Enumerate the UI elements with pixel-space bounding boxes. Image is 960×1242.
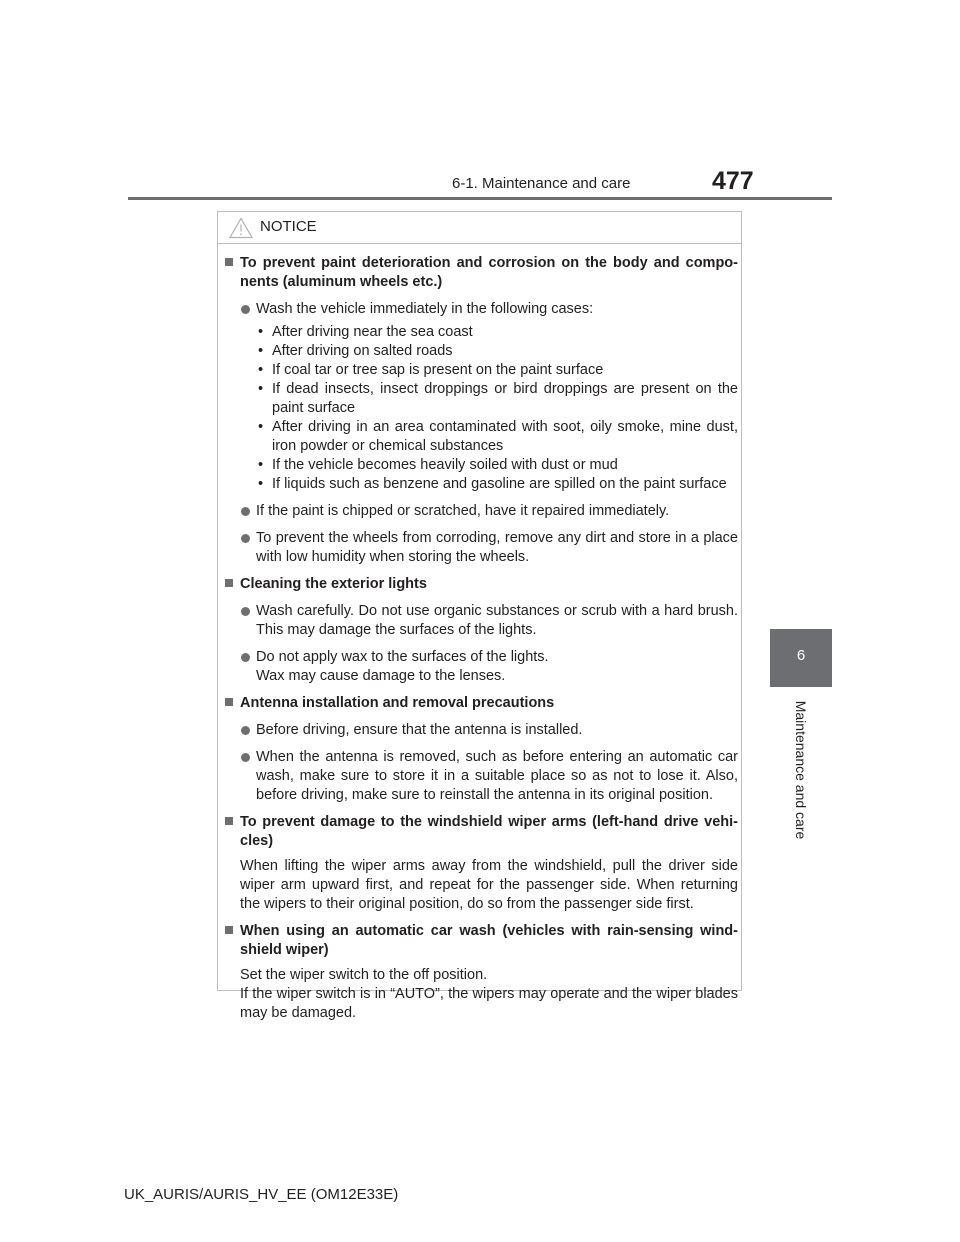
square-bullet-icon [225,698,233,706]
sub-list-item: • After driving near the sea coast [258,324,473,340]
sub-list-item: • If dead insects, insect droppings or bird droppings are present on the paint surface [258,381,738,416]
list-item: Wash carefully. Do not use organic substances or scrub with a hard brush. This may damage the surfaces of the lights. [224,602,738,640]
list-item: Do not apply wax to the surfaces of the lights. Wax may cause damage to the lenses. [224,648,738,686]
sub-list-item: • If the vehicle becomes heavily soiled with dust or mud [258,457,618,473]
footer-document-code: UK_AURIS/AURIS_HV_EE (OM12E33E) [124,1186,399,1203]
list-item: Wash the vehicle immediately in the following cases: [224,300,738,319]
chapter-tab-number: 6 [796,647,806,664]
section-heading: To prevent paint deterioration and corrosion on the body and compo-nents (aluminum wheels etc.) [224,254,738,292]
section-paragraph: Set the wiper switch to the off position. If the wiper switch is in “AUTO”, the wipers may operate and the wiper blades may be damaged. [240,967,738,1021]
warning-triangle-icon [229,217,253,239]
section-paragraph: When lifting the wiper arms away from the windshield, pull the driver side wiper arm upward first, and repeat for the passenger side. When returning the wipers to their original position, do so from the passenger side first. [240,858,738,912]
sub-list-item: • If coal tar or tree sap is present on the paint surface [258,362,604,378]
notice-header [218,212,741,244]
notice-body [224,254,738,1031]
section-heading: To prevent damage to the windshield wiper arms (left-hand drive vehi-cles) [224,813,738,851]
round-bullet-icon [241,507,250,516]
sub-list [224,323,738,494]
notice-box [217,211,742,1021]
chapter-side-label: Maintenance and care [793,700,809,840]
header-rule [128,197,832,200]
sub-list-item: • If liquids such as benzene and gasoline are spilled on the paint surface [258,476,727,492]
list-item: Before driving, ensure that the antenna is installed. [224,721,738,740]
section-heading: When using an automatic car wash (vehicles with rain-sensing wind-shield wiper) [224,922,738,960]
square-bullet-icon [225,258,233,266]
round-bullet-icon [241,726,250,735]
list-item: If the paint is chipped or scratched, have it repaired immediately. [224,502,738,521]
sub-list-item: • After driving on salted roads [258,343,453,359]
round-bullet-icon [241,653,250,662]
list-item: When the antenna is removed, such as before entering an automatic car wash, make sure to store it in a suitable place so as not to lose it. Also, before driving, make sure to reinstall the antenna in its original position. [224,748,738,805]
section-heading: Cleaning the exterior lights [224,575,738,594]
square-bullet-icon [225,817,233,825]
notice-title: NOTICE [260,218,317,235]
sub-list-item: • After driving in an area contaminated with soot, oily smoke, mine dust, iron powder or chemical substances [258,419,738,454]
square-bullet-icon [225,926,233,934]
section-heading: Antenna installation and removal precautions [224,694,738,713]
round-bullet-icon [241,753,250,762]
round-bullet-icon [241,534,250,543]
header-section-title: 6-1. Maintenance and care [452,175,631,192]
round-bullet-icon [241,607,250,616]
square-bullet-icon [225,579,233,587]
list-item: To prevent the wheels from corroding, remove any dirt and store in a place with low humidity when storing the wheels. [224,529,738,567]
round-bullet-icon [241,305,250,314]
page-number: 477 [712,167,754,195]
